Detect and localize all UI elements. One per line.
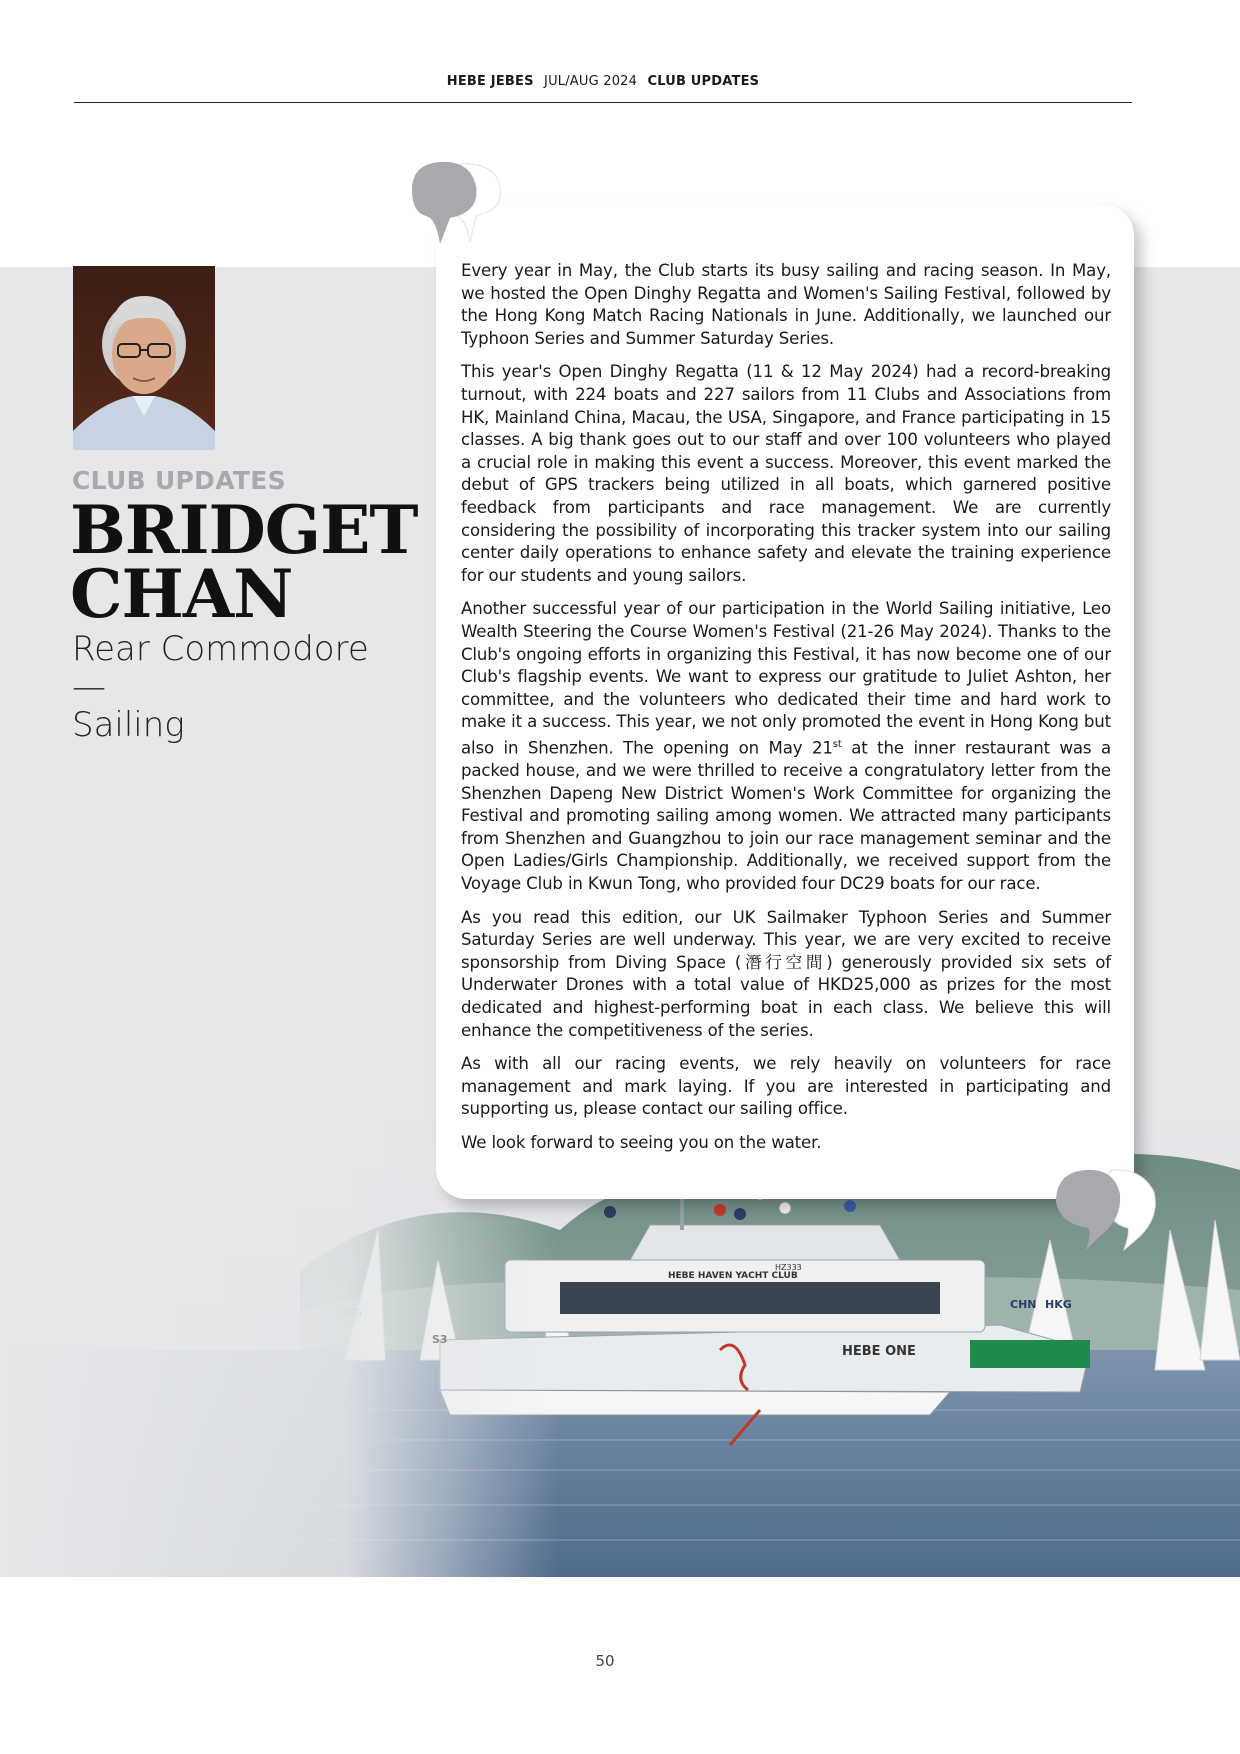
paragraph-3: [461, 598, 1111, 895]
author-role: [72, 630, 402, 744]
close-quote-icon: [1050, 1166, 1162, 1252]
author-name-line2: CHAN: [70, 555, 293, 633]
paragraph-1: Every year in May, the Club starts its busy sailing and racing season. In May, we hosted the Open Dinghy Regatta and Women's Sailing Festival, followed by the Hong Kong Match Racing Nationals in June. Additionally, we launched our Typhoon Series and Summer Saturday Series.: [461, 261, 1111, 348]
portrait-photo: [73, 266, 215, 450]
paragraph-2: This year's Open Dinghy Regatta (11 & 12 May 2024) had a record-breaking turnout, with 224 boats and 227 sailors from 11 Clubs and Associations from HK, Mainland China, Macau, the USA, Singapore, and France participating in 15 classes. A big thank goes out to our staff and over 100 volunteers who played a crucial role in making this event a success. Moreover, this event marked the debut of GPS trackers being utilized in all boats, which garnered positive feedback from participants and race management. We are currently considering the possibility of incorporating this tracker system into our sailing center daily operations to enhance safety and elevate the training experience for our students and young sailors.: [461, 362, 1111, 585]
header-section: CLUB UPDATES: [647, 74, 760, 89]
portrait-illustration: [73, 266, 215, 450]
paragraph-5: As with all our racing events, we rely heavily on volunteers for race management and mark laying. If you are interested in participating and supporting us, please contact our sailing office.: [461, 1054, 1111, 1119]
author-role-line2: Sailing: [72, 705, 185, 745]
article-body: [461, 260, 1111, 1166]
running-header: [74, 74, 1132, 103]
author-name: [70, 491, 418, 633]
paragraph-6: We look forward to seeing you on the water.: [461, 1132, 822, 1152]
author-name-line1: BRIDGET: [70, 491, 418, 569]
open-quote-icon: [410, 158, 522, 244]
author-role-line1: Rear Commodore—: [72, 629, 369, 707]
paragraph-3-part-b: at the inner restaurant was a packed house, and we were thrilled to receive a congratulatory letter from the Shenzhen Dapeng New District Women's Work Committee for organizing the Festival and promoting sailing among women. We attracted many participants from Shenzhen and Guangzhou to join our race management seminar and the Open Ladies/Girls Championship. Additionally, we received support from the Voyage Club in Kwun Tong, who provided four DC29 boats for our race.: [461, 738, 1111, 893]
publication-name: HEBE JEBES: [446, 74, 534, 89]
issue-date: JUL/AUG 2024: [544, 74, 638, 89]
ordinal-suffix: st: [832, 738, 842, 750]
paragraph-4: As you read this edition, our UK Sailmaker Typhoon Series and Summer Saturday Series are well underway. This year, we are very excited to receive sponsorship from Diving Space (潛行空間) generously provided six sets of Underwater Drones with a total value of HKD25,000 as prizes for the most dedicated and highest-performing boat in each class. We believe this will enhance the competitiveness of the series.: [461, 907, 1111, 1040]
section-kicker: CLUB UPDATES: [72, 466, 286, 495]
page-number: 50: [595, 1652, 615, 1670]
paragraph-3-part-a: Another successful year of our participation in the World Sailing initiative, Leo Wealth Steering the Course Women's Festival (21-26 May 2024). Thanks to the Club's ongoing efforts in organizing this Festival, it has now become one of our Club's flagship events. We want to express our gratitude to Juliet Ashton, her committee, and the volunteers who dedicated their time and hard work to make it a success. This year, we not only promoted the event in Hong Kong but also in Shenzhen. The opening on May 21: [461, 599, 1111, 758]
